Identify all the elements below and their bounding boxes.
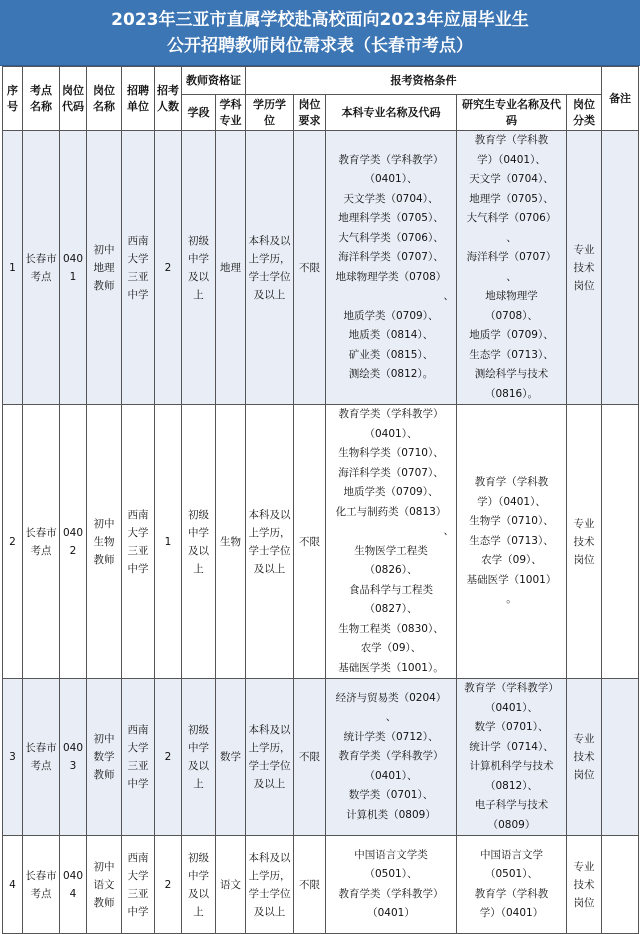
major-line: 测绘科学与技术 bbox=[474, 368, 549, 380]
cell-undergrad-majors bbox=[326, 836, 457, 934]
major-line: 大气科学类（0706）、 bbox=[338, 231, 444, 244]
major-line: 、 bbox=[506, 270, 517, 283]
major-line: 化工与制药类（0813） bbox=[335, 505, 447, 518]
cell-seq: 4 bbox=[3, 836, 23, 934]
cell-level: 初级中学及以上 bbox=[182, 679, 216, 836]
major-line: （0401） bbox=[367, 907, 415, 919]
cell-postgrad-majors bbox=[457, 836, 567, 934]
cell-remark bbox=[602, 679, 639, 836]
title-line-1: 2023年三亚市直属学校赴高校面向2023年应届毕业生 bbox=[111, 10, 529, 30]
cell-unit: 西南大学三亚中学 bbox=[122, 131, 155, 405]
major-line: 海洋科学类（0707）、 bbox=[338, 251, 444, 263]
cell-undergrad-majors bbox=[326, 131, 457, 405]
cell-position-req: 不限 bbox=[294, 405, 326, 679]
cell-site: 长春市考点 bbox=[23, 405, 60, 679]
cell-postgrad-majors bbox=[457, 679, 567, 836]
cell-position-req: 不限 bbox=[294, 836, 326, 934]
cell-remark bbox=[602, 836, 639, 934]
cell-unit: 西南大学三亚中学 bbox=[122, 679, 155, 836]
header-remark: 备注 bbox=[602, 67, 639, 131]
cell-position: 初中语文教师 bbox=[87, 836, 122, 934]
cell-category: 专业技术岗位 bbox=[567, 131, 602, 405]
major-line: 生物工程类（0830）、 bbox=[338, 622, 444, 635]
cell-level: 初级中学及以上 bbox=[182, 405, 216, 679]
cell-remark bbox=[602, 131, 639, 405]
header-category: 岗位分类 bbox=[567, 95, 602, 131]
cell-seq: 1 bbox=[3, 131, 23, 405]
cell-category: 专业技术岗位 bbox=[567, 679, 602, 836]
major-line: 大气科学（0706） bbox=[466, 212, 557, 224]
cell-unit: 西南大学三亚中学 bbox=[122, 405, 155, 679]
major-line: 、 bbox=[385, 711, 397, 724]
cell-code: 0401 bbox=[60, 131, 87, 405]
major-line: 生物学（0710）、 bbox=[469, 515, 554, 528]
cell-count: 2 bbox=[155, 679, 182, 836]
major-line: （0501）、 bbox=[485, 868, 538, 880]
header-education: 学历学位 bbox=[246, 95, 294, 131]
major-line: 生态学（0713）、 bbox=[469, 348, 554, 361]
major-line: 生态学（0713）、 bbox=[469, 534, 554, 547]
major-line: 数学类（0701）、 bbox=[348, 789, 434, 802]
major-line: 地球物理学 bbox=[485, 290, 538, 302]
major-line: 教育学类（学科教学） bbox=[338, 887, 444, 900]
cell-education: 本科及以上学历，学士学位及以上 bbox=[246, 131, 294, 405]
major-line: 地质学类（0709）、 bbox=[343, 486, 439, 498]
cell-code: 0402 bbox=[60, 405, 87, 679]
major-line: 矿业类（0815）、 bbox=[348, 348, 434, 361]
cell-postgrad-majors bbox=[457, 131, 567, 405]
cell-site: 长春市考点 bbox=[23, 679, 60, 836]
major-line: 海洋科学类（0707）、 bbox=[338, 466, 444, 479]
major-line: 教育学类（学科教学） bbox=[338, 750, 444, 763]
major-line: 地质类（0814）、 bbox=[348, 329, 434, 341]
cell-undergrad-majors bbox=[326, 405, 457, 679]
cell-code: 0403 bbox=[60, 679, 87, 836]
major-line: 经济与贸易类（0204） bbox=[335, 691, 447, 704]
table-row bbox=[3, 836, 639, 934]
major-line: 教育学（学科教 bbox=[474, 887, 549, 900]
cell-education: 本科及以上学历，学士学位及以上 bbox=[246, 836, 294, 934]
major-line: （0401）、 bbox=[485, 701, 538, 714]
cell-subject: 地理 bbox=[216, 131, 246, 405]
major-line: 教育学（学科教 bbox=[474, 476, 549, 489]
cell-code: 0404 bbox=[60, 836, 87, 934]
cell-seq: 2 bbox=[3, 405, 23, 679]
major-line: 、 bbox=[506, 231, 517, 244]
cell-postgrad-majors bbox=[457, 405, 567, 679]
major-line: 食品科学与工程类 bbox=[349, 583, 433, 596]
major-line: （0812）、 bbox=[485, 779, 538, 792]
cell-level: 初级中学及以上 bbox=[182, 836, 216, 934]
major-line: 计算机科学与技术 bbox=[469, 760, 554, 772]
major-line: 地质学类（0709）、 bbox=[343, 309, 439, 322]
major-line: 统计学（0714）、 bbox=[469, 740, 554, 753]
major-line: 。 bbox=[506, 593, 517, 606]
cell-education: 本科及以上学历，学士学位及以上 bbox=[246, 405, 294, 679]
header-cert-subject: 学科专业 bbox=[216, 95, 246, 131]
recruitment-table bbox=[2, 66, 639, 934]
major-line: 学）（0401）、 bbox=[477, 495, 546, 508]
table-row bbox=[3, 131, 639, 405]
header-position: 岗位名称 bbox=[87, 67, 122, 131]
major-line: （0401）、 bbox=[364, 427, 418, 440]
cell-position-req: 不限 bbox=[294, 131, 326, 405]
header-count: 招考人数 bbox=[155, 67, 182, 131]
major-line: 农学（09）、 bbox=[481, 554, 542, 567]
major-line: 生物医学工程类 bbox=[354, 544, 428, 557]
header-unit: 招聘单位 bbox=[122, 67, 155, 131]
major-line: 测绘类（0812）。 bbox=[348, 368, 434, 380]
major-line: 地质学（0709）、 bbox=[469, 329, 554, 341]
cell-count: 1 bbox=[155, 405, 182, 679]
cell-subject: 语文 bbox=[216, 836, 246, 934]
cell-undergrad-majors bbox=[326, 679, 457, 836]
major-line: 、 bbox=[443, 290, 454, 302]
header-req-group: 报考资格条件 bbox=[246, 67, 602, 95]
cell-subject: 数学 bbox=[216, 679, 246, 836]
major-line: 计算机类（0809） bbox=[346, 808, 436, 821]
title-banner bbox=[0, 0, 640, 66]
major-line: 教育学（学科教 bbox=[474, 134, 549, 146]
major-line: （0809） bbox=[487, 818, 536, 831]
cell-position: 初中数学教师 bbox=[87, 679, 122, 836]
header-cert-level: 学段 bbox=[182, 95, 216, 131]
cell-category: 专业技术岗位 bbox=[567, 405, 602, 679]
cell-remark bbox=[602, 405, 639, 679]
major-line: 教育学类（学科教学） bbox=[338, 153, 444, 166]
major-line: 教育学（学科教学） bbox=[464, 682, 559, 694]
cell-site: 长春市考点 bbox=[23, 131, 60, 405]
header-undergrad: 本科专业名称及代码 bbox=[326, 95, 457, 131]
major-line: 学）（0401） bbox=[479, 907, 544, 919]
major-line: 电子科学与技术 bbox=[474, 799, 549, 811]
cell-site: 长春市考点 bbox=[23, 836, 60, 934]
major-line: 基础医学类（1001）。 bbox=[338, 661, 444, 674]
major-line: （0708）、 bbox=[485, 309, 538, 322]
major-line: 、 bbox=[443, 525, 454, 537]
cell-count: 2 bbox=[155, 131, 182, 405]
major-line: 农学（09）、 bbox=[360, 642, 422, 654]
major-line: 基础医学（1001） bbox=[466, 573, 557, 586]
table-row bbox=[3, 679, 639, 836]
cell-position: 初中地理教师 bbox=[87, 131, 122, 405]
header-position-req: 岗位要求 bbox=[294, 95, 326, 131]
header-code: 岗位代码 bbox=[60, 67, 87, 131]
cell-position-req: 不限 bbox=[294, 679, 326, 836]
major-line: （0827）、 bbox=[364, 603, 418, 615]
major-line: 统计学类（0712）、 bbox=[343, 730, 439, 743]
major-line: 天文学类（0704）、 bbox=[343, 192, 439, 205]
major-line: 中国语言文学 bbox=[480, 848, 543, 861]
major-line: 教育学类（学科教学） bbox=[338, 408, 444, 420]
header-postgrad: 研究生专业名称及代码 bbox=[457, 95, 567, 131]
major-line: 海洋科学（0707） bbox=[466, 251, 557, 263]
title-line-2: 公开招聘教师岗位需求表（长春市考点） bbox=[167, 36, 473, 56]
major-line: （0826）、 bbox=[364, 564, 418, 576]
major-line: 数学（0701）、 bbox=[474, 721, 549, 733]
major-line: 地理科学类（0705）、 bbox=[338, 212, 444, 224]
major-line: （0401）、 bbox=[364, 769, 418, 782]
cell-seq: 3 bbox=[3, 679, 23, 836]
cell-level: 初级中学及以上 bbox=[182, 131, 216, 405]
major-line: 学）（0401）、 bbox=[477, 153, 546, 166]
major-line: （0501）、 bbox=[364, 868, 418, 880]
major-line: （0816）。 bbox=[485, 387, 538, 400]
header-seq: 序号 bbox=[3, 67, 23, 131]
cell-unit: 西南大学三亚中学 bbox=[122, 836, 155, 934]
cell-category: 专业技术岗位 bbox=[567, 836, 602, 934]
header-site: 考点名称 bbox=[23, 67, 60, 131]
header-cert-group: 教师资格证 bbox=[182, 67, 246, 95]
major-line: 地球物理学类（0708） bbox=[335, 270, 447, 283]
major-line: 生物科学类（0710）、 bbox=[338, 447, 444, 459]
cell-education: 本科及以上学历，学士学位及以上 bbox=[246, 679, 294, 836]
major-line: 天文学（0704）、 bbox=[469, 173, 554, 185]
major-line: （0401）、 bbox=[364, 173, 418, 185]
cell-count: 2 bbox=[155, 836, 182, 934]
major-line: 中国语言文学类 bbox=[354, 848, 428, 861]
table-row bbox=[3, 405, 639, 679]
major-line: 地理学（0705）、 bbox=[469, 192, 554, 205]
cell-position: 初中生物教师 bbox=[87, 405, 122, 679]
cell-subject: 生物 bbox=[216, 405, 246, 679]
